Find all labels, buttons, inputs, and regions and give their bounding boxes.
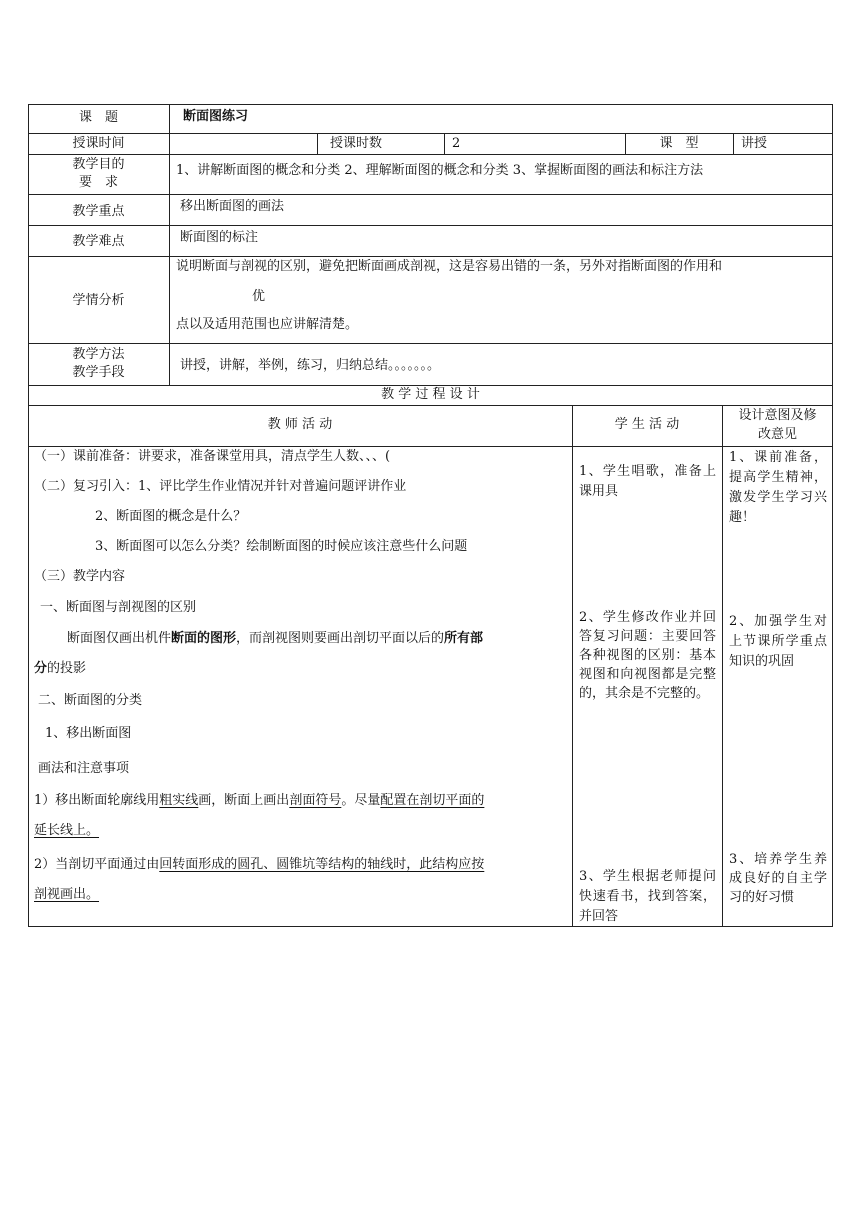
notes-heading: 画法和注意事项 bbox=[38, 761, 130, 776]
design-column-header-line2: 改意见 bbox=[757, 427, 797, 442]
note-text: 画，断面上画出 bbox=[198, 793, 290, 808]
note-text: 2）当剖切平面通过由 bbox=[34, 857, 160, 872]
note-underlined-text: 剖面符号 bbox=[289, 793, 342, 808]
key-label: 教学重点 bbox=[72, 204, 125, 219]
teacher-question-3: 3、断面图可以怎么分类？绘制断面图的时候应该注意些什么问题 bbox=[95, 539, 468, 554]
row-divider bbox=[28, 446, 833, 447]
note-1-cont: 延长线上。 bbox=[34, 823, 100, 838]
analysis-line1: 说明断面与剖视的区别，避免把断面画成剖视，这是容易出错的一条，另外对指断面图的作用和 bbox=[176, 259, 723, 274]
note-text: 1）移出断面轮廓线用 bbox=[34, 793, 160, 808]
para-bold-text: 断面的图形 bbox=[171, 631, 237, 646]
teacher-step-preparation: （一）课前准备：讲要求，准备课堂用具，清点学生人数、、、( bbox=[34, 449, 391, 464]
student-activity-1: 1、学生唱歌，准备上课用具 bbox=[579, 464, 716, 499]
student-column-header: 学 生 活 动 bbox=[614, 417, 680, 432]
row-divider bbox=[28, 225, 833, 226]
para-bold-text: 分 bbox=[34, 661, 48, 676]
time-label: 授课时间 bbox=[72, 136, 125, 151]
row-divider bbox=[28, 133, 833, 134]
method-label bbox=[28, 346, 169, 382]
para-text: 断面图仅画出机件 bbox=[67, 631, 172, 646]
section-1-paragraph-cont bbox=[34, 660, 86, 678]
note-underlined-text: 粗实线 bbox=[159, 793, 199, 808]
row-divider bbox=[28, 256, 833, 257]
subsection-heading: 1、移出断面图 bbox=[45, 726, 132, 741]
note-2-cont: 剖视画出。 bbox=[34, 887, 100, 902]
col-divider bbox=[572, 405, 573, 927]
section-heading-2: 二、断面图的分类 bbox=[38, 693, 143, 708]
section-1-paragraph bbox=[67, 630, 483, 648]
method-label-line1: 教学方法 bbox=[72, 347, 125, 362]
row-divider bbox=[28, 154, 833, 155]
section-heading-1: 一、断面图与剖视图的区别 bbox=[40, 600, 197, 615]
col-divider bbox=[444, 133, 445, 154]
student-activity-3: 3、学生根据老师提问快速看书，找到答案，并回答 bbox=[579, 869, 716, 924]
type-label: 课 型 bbox=[659, 136, 699, 151]
analysis-label: 学情分析 bbox=[72, 293, 125, 308]
note-text: 。尽量 bbox=[341, 793, 381, 808]
design-column-header-line1: 设计意图及修 bbox=[738, 408, 817, 423]
para-text: 的投影 bbox=[47, 661, 87, 676]
goal-label-line2: 要 求 bbox=[78, 175, 118, 190]
goal-label-line1: 教学目的 bbox=[72, 157, 125, 172]
process-title: 教 学 过 程 设 计 bbox=[381, 387, 480, 402]
method-label-line2: 教学手段 bbox=[72, 365, 125, 380]
student-activity-2: 2、学生修改作业并回答复习问题：主要回答各种视图的区别：基本视图和向视图都是完整的，其余是不完整的。 bbox=[579, 610, 716, 701]
topic-label: 课 题 bbox=[78, 110, 118, 125]
hours-value: 2 bbox=[452, 136, 461, 151]
note-underlined-text: 回转面形成的圆孔、圆锥坑等结构的轴线时，此结构应按 bbox=[159, 857, 485, 872]
row-divider bbox=[28, 194, 833, 195]
teacher-question-2: 2、断面图的概念是什么？ bbox=[95, 509, 247, 524]
analysis-line2: 优 bbox=[252, 289, 266, 304]
teacher-step-review: （二）复习引入：1、评比学生作业情况并针对普遍问题评讲作业 bbox=[34, 479, 407, 494]
teacher-step-content: （三）教学内容 bbox=[34, 569, 126, 584]
note-2 bbox=[34, 856, 484, 874]
col-divider bbox=[733, 133, 734, 154]
col-divider bbox=[317, 133, 318, 154]
design-column-header bbox=[722, 406, 833, 444]
analysis-line3: 点以及适用范围也应讲解清楚。 bbox=[176, 317, 359, 332]
note-1 bbox=[34, 792, 484, 810]
design-intent-2: 2、加强学生对上节课所学重点知识的巩固 bbox=[729, 614, 827, 669]
col-divider bbox=[169, 104, 170, 385]
note-underlined-text: 配置在剖切平面的 bbox=[380, 793, 485, 808]
difficulty-text: 断面图的标注 bbox=[180, 230, 259, 245]
design-intent-1: 1、课前准备，提高学生精神，激发学生学习兴趣！ bbox=[729, 450, 827, 525]
row-divider bbox=[28, 343, 833, 344]
para-text: ，而剖视图则要画出剖切平面以后的 bbox=[236, 631, 445, 646]
row-divider bbox=[28, 405, 833, 406]
goal-text: 1、讲解断面图的概念和分类 2、理解断面图的概念和分类 3、掌握断面图的画法和标注方法 bbox=[176, 163, 704, 178]
design-intent-3: 3、培养学生养成良好的自主学习的好习惯 bbox=[729, 852, 827, 905]
goal-label bbox=[28, 156, 169, 192]
type-value: 讲授 bbox=[741, 136, 768, 151]
col-divider bbox=[722, 405, 723, 927]
para-bold-text: 所有部 bbox=[444, 631, 484, 646]
key-text: 移出断面图的画法 bbox=[180, 199, 285, 214]
teacher-column-header: 教 师 活 动 bbox=[267, 417, 333, 432]
difficulty-label: 教学难点 bbox=[72, 234, 125, 249]
method-text: 讲授，讲解，举例，练习，归纳总结。。。。。。。 bbox=[180, 358, 441, 373]
topic-value: 断面图练习 bbox=[183, 109, 249, 124]
hours-label: 授课时数 bbox=[330, 136, 383, 151]
